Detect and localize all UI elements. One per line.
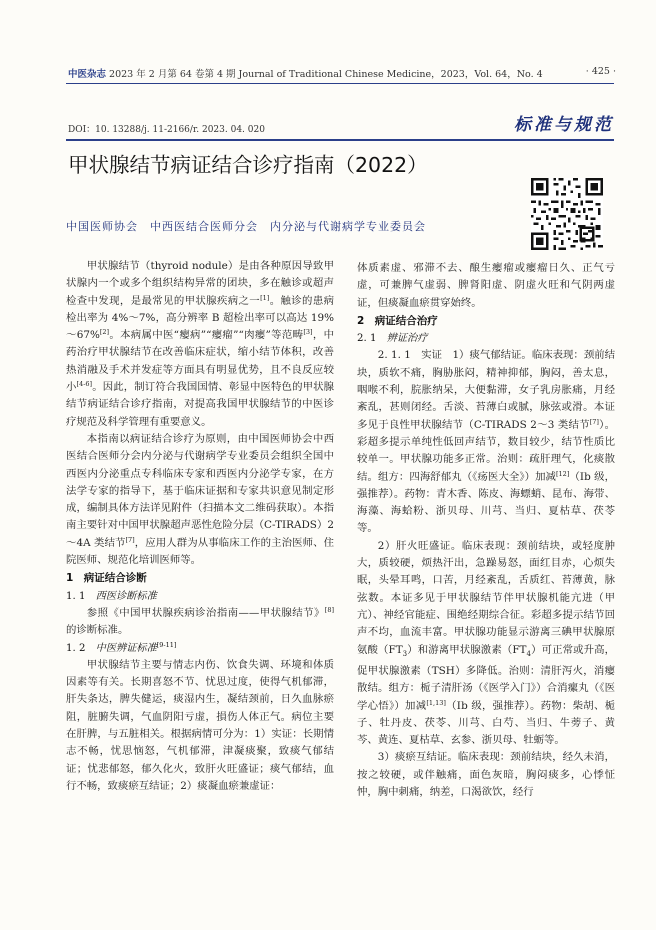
section-tag: 标准与规范 (514, 115, 614, 135)
doi: DOI：10. 13288/j. 11-2166/r. 2023. 04. 020 (68, 125, 265, 135)
section-heading-1: 1 病证结合诊断 (66, 572, 147, 585)
right-column (357, 260, 615, 801)
continued-paragraph: 体质素虚、邪滞不去、酿生瘿瘤或瘿瘤日久、正气亏虚，可兼脾气虚弱、脾肾阳虚、阴虚火旺和气阴两虚证，但痰凝血瘀贯穿始终。 (357, 262, 615, 309)
intro-paragraph-2: 本指南以病证结合诊疗为原则，由中国医师协会中西医结合医师分会内分泌与代谢病学专业委员会组织全国中西医内分泌重点专科临床专家和西医内分泌学专家，在方法学专家的指导下，基于临床证据和专家共识意见制定形成，编制具体方法详见附件（扫描本文二维码获取）。本指南主要针对中国甲状腺超声恶性危险分层（C-TIRADS）2～4A 类结节[7]，应用人群为从事临床工作的主治医师、住院医师、规范化培训医师等。 (66, 432, 335, 567)
header-rule (66, 83, 614, 84)
journal-name: 中医杂志 (68, 69, 107, 80)
syndrome-paragraph: 甲状腺结节主要与情志内伤、饮食失调、环境和体质因素等有关。长期喜怒不节、忧思过度，使得气机郁滞，肝失条达，脾失健运，痰湿内生，凝结颈前，日久血脉瘀阻，脏腑失调，气血阴阳亏虚，損伤人体正气。病位主要在肝脾，与五脏相关。根据病情可分为：1）实证：长期情志不畅，忧思恼怒，气机郁滞，津凝痰聚，致痰气郁结证；忧悲郁怒，郁久化火，致肝火旺盛证；痰气郁结，血行不畅，致痰瘀互结证；2）痰凝血瘀兼虚证： (66, 658, 334, 792)
article-title: 甲状腺结节病证结合诊疗指南（2022） (68, 153, 428, 177)
section-heading-2: 2 病证结合治疗 (357, 314, 438, 327)
running-header (68, 66, 543, 80)
qr-code-icon (531, 178, 603, 250)
treatment-paragraph-2: 2）肝火旺盛证。临床表现：颈前结块，或轻度肿大，质较硬，烦热汗出，急躁易怒，面红目赤，心烦失眠，头晕耳鸣，口苦，月经紊乱，舌质红、苔薄黄，脉弦数。本证多见于甲状腺结节伴甲状腺机能亢进（甲亢）、神经官能症、围绝经期综合征。彩超多提示结节回声不均，血流丰富。甲状腺功能显示游离三碘甲状腺原氨酸$(FT_3)$和游离甲状腺激素$(FT_4)$可正常或升高，促甲状腺激素（TSH）多降低。治则：清肝泻火，消瘿散结。组方：栀子清肝汤（《医学入门》）合消瘰丸（《医学心悟》）加减[1,13]（Ⅰb 级，强推荐）。药物：柴胡、栀子、牡丹皮、茯苓、川芎、白芍、当归、牛蒡子、黄芩、黄连、夏枯草、玄参、浙贝母、牡蛎等。 (357, 539, 616, 747)
diagnosis-paragraph: 参照《中国甲状腺疾病诊治指南——甲状腺结节》[8]的诊断标准。 (66, 605, 334, 637)
left-column (66, 258, 334, 795)
subsection-heading-1-1: 1. 1 西医诊断标准 (66, 590, 157, 602)
issue-info: 2023 年 2 月第 64 卷第 4 期 Journal of Traditional Chinese Medicine，2023，Vol. 64，No. 4 (109, 69, 543, 80)
subsection-heading-2-1: 2. 1 辨证治疗 (357, 333, 428, 345)
treatment-paragraph-1: 2. 1. 1 实证 1）痰气郁结证。临床表现：颈前结块，质软不痛，胸胁胀闷，精神抑郁，胸闷，善太息，咽喉不利，脘胀纳呆，大便黏滞，女子乳房胀痛，月经紊乱，甚则闭经。舌淡、苔薄白或腻，脉弦或滑。本证多见于良性甲状腺结节（C-TIRADS 2～3 类结节[7]）。彩超多提示单纯性低回声结节，数目较少，结节性质比较单一。甲状腺功能多正常。治则：疏肝理气，化痰散结。组方：四海舒郁丸（《疡医大全》）加减[12]（Ⅰb 级，强推荐）。药物：青木香、陈皮、海螵蛸、昆布、海带、海藻、海蛤粉、浙贝母、川芎、当归、夏枯草、茯苓等。 (357, 349, 615, 535)
page-number: · 425 · (585, 66, 616, 77)
subsection-heading-1-2: 1. 2 中医辨证标准[9-11] (66, 640, 177, 654)
title-rule (66, 139, 614, 141)
author-line: 中国医师协会 中西医结合医师分会 内分泌与代谢病学专业委员会 (66, 220, 426, 233)
treatment-paragraph-3: 3）痰瘀互结证。临床表现：颈前结块，经久未消，按之较硬，或伴触痛，面色灰暗，胸闷痰多，心悸怔忡，胸中刺痛，纳差，口渴欲饮，经行 (357, 751, 615, 798)
intro-paragraph-1: 甲状腺结节（thyroid nodule）是由各种原因导致甲状腺内一个或多个组织结构异常的团块，多在触诊或超声检查中发现，是最常见的甲状腺疾病之一[1]。触诊的患病检出率为 4%～7%，高分辨率 B 超检出率可以高达 19%～67%[2]。本病属中医“瘿病”“瘿瘤”“肉瘿”等范畴[3]，中药治疗甲状腺结节在改善临床症状，缩小结节体积，改善热消融及手术并发症等方面具有明显优势，且不良反应较小[4-6]。因此，制订符合我国国情、彰显中医特色的甲状腺结节病证结合诊疗指南，对提高我国甲状腺结节的中医诊疗规范及科学管理有重要意义。 (66, 260, 335, 428)
